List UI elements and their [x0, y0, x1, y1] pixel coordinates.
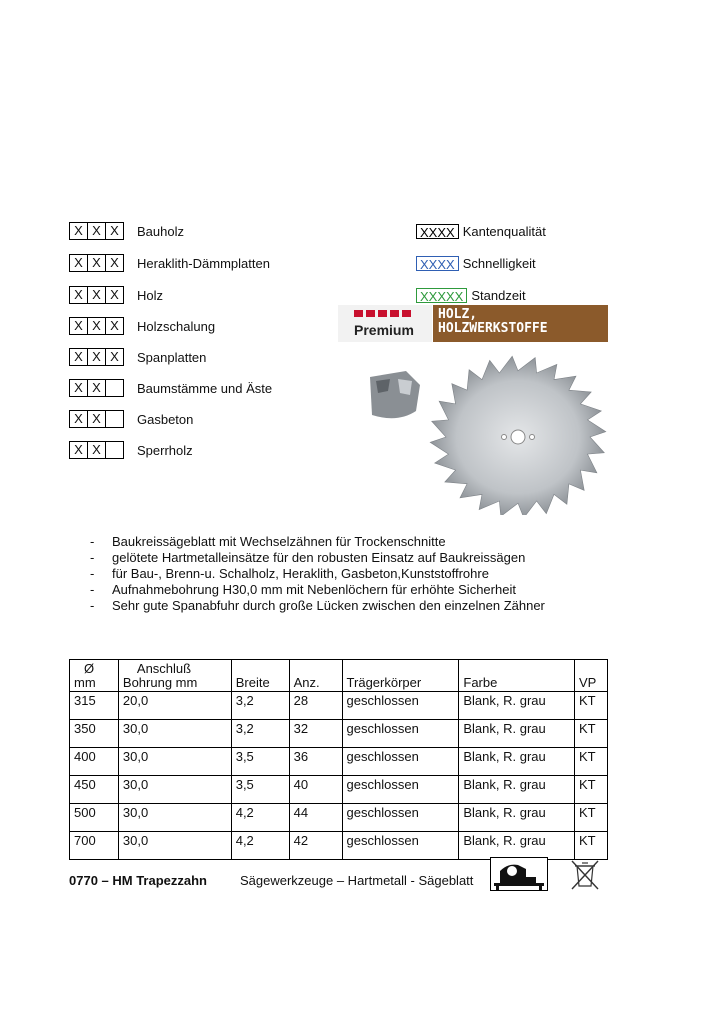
table-cell: geschlossen [342, 776, 459, 804]
table-cell: 30,0 [118, 748, 231, 776]
rating-box: X [87, 222, 106, 240]
rating-box: X [69, 286, 88, 304]
rating-box: X [69, 254, 88, 272]
no-disposal-icon [568, 857, 602, 891]
column-header: Ø mm [70, 660, 119, 692]
premium-red-squares [354, 310, 411, 317]
column-header: Breite [231, 660, 289, 692]
table-cell: geschlossen [342, 748, 459, 776]
column-header: Anschluß Bohrung mm [118, 660, 231, 692]
table-cell: 3,5 [231, 776, 289, 804]
quality-row [416, 286, 526, 304]
side-hole [502, 435, 507, 440]
rating-boxes [69, 379, 123, 397]
table-cell: 40 [289, 776, 342, 804]
rating-box: X [87, 441, 106, 459]
column-header: VP [575, 660, 608, 692]
table-cell: 30,0 [118, 804, 231, 832]
feature-item: - für Bau-, Brenn-u. Schalholz, Heraklith, Gasbeton,Kunststoffrohre [90, 566, 489, 581]
table-header-row [70, 660, 608, 692]
category-line-2: HOLZWERKSTOFFE [438, 321, 548, 336]
column-header: Anz. [289, 660, 342, 692]
premium-banner [338, 305, 608, 342]
rating-boxes [69, 317, 123, 335]
red-square [390, 310, 399, 317]
table-cell: 44 [289, 804, 342, 832]
rating-box: X [87, 379, 106, 397]
rating-box: X [69, 441, 88, 459]
table-row [70, 832, 608, 860]
table-cell: Blank, R. grau [459, 720, 575, 748]
application-row [69, 410, 194, 428]
table-cell: KT [575, 804, 608, 832]
category-line-1: HOLZ, [438, 307, 478, 322]
rating-box: X [69, 379, 88, 397]
quality-label: Schnelligkeit [462, 255, 536, 271]
side-hole [530, 435, 535, 440]
tooth-detail-icon [370, 371, 420, 418]
table-cell: 3,2 [231, 692, 289, 720]
table-cell: 3,5 [231, 748, 289, 776]
quality-code: XXXX [416, 256, 459, 271]
quality-row [416, 254, 536, 272]
rating-box: X [69, 348, 88, 366]
rating-box [105, 410, 124, 428]
rating-boxes [69, 222, 123, 240]
table-cell: geschlossen [342, 832, 459, 860]
premium-label: Premium [354, 322, 414, 338]
rating-box: X [105, 317, 124, 335]
table-cell: 36 [289, 748, 342, 776]
application-row [69, 348, 207, 366]
table-cell: 30,0 [118, 720, 231, 748]
red-square [402, 310, 411, 317]
application-row [69, 286, 164, 304]
rating-box: X [105, 286, 124, 304]
rating-boxes [69, 348, 123, 366]
column-header: Farbe [459, 660, 575, 692]
table-cell: KT [575, 720, 608, 748]
quality-label: Kantenqualität [462, 223, 546, 239]
red-square [366, 310, 375, 317]
application-row [69, 379, 273, 397]
rating-boxes [69, 286, 123, 304]
table-cell: 450 [70, 776, 119, 804]
table-cell: Blank, R. grau [459, 804, 575, 832]
rating-box: X [87, 410, 106, 428]
table-row [70, 804, 608, 832]
red-square [354, 310, 363, 317]
table-cell: Blank, R. grau [459, 748, 575, 776]
rating-boxes [69, 410, 123, 428]
feature-item: - Baukreissägeblatt mit Wechselzähnen für Trockenschnitte [90, 534, 446, 549]
feature-item: - Aufnahmebohrung H30,0 mm mit Nebenlöchern für erhöhte Sicherheit [90, 582, 516, 597]
quality-code: XXXXX [416, 288, 467, 303]
table-cell: 700 [70, 832, 119, 860]
application-label: Spanplatten [137, 349, 207, 365]
table-cell: 4,2 [231, 804, 289, 832]
table-cell: KT [575, 692, 608, 720]
rating-box: X [105, 254, 124, 272]
table-cell: geschlossen [342, 692, 459, 720]
rating-boxes [69, 254, 123, 272]
application-row [69, 222, 184, 240]
application-label: Gasbeton [137, 411, 194, 427]
table-cell: Blank, R. grau [459, 692, 575, 720]
arbor-hole [511, 430, 525, 444]
rating-box: X [87, 317, 106, 335]
application-row [69, 317, 216, 335]
product-code: 0770 – HM Trapezzahn [69, 873, 207, 888]
table-cell: geschlossen [342, 804, 459, 832]
table-cell: KT [575, 776, 608, 804]
rating-box: X [105, 222, 124, 240]
table-saw-icon [490, 857, 548, 891]
table-cell: 28 [289, 692, 342, 720]
category-panel [433, 305, 608, 342]
rating-box [105, 379, 124, 397]
quality-code: XXXX [416, 224, 459, 239]
rating-box: X [87, 286, 106, 304]
application-row [69, 441, 193, 459]
rating-box: X [69, 410, 88, 428]
table-row [70, 748, 608, 776]
feature-list [90, 534, 545, 614]
rating-box: X [69, 222, 88, 240]
application-label: Holz [137, 287, 164, 303]
feature-item: - gelötete Hartmetalleinsätze für den robusten Einsatz auf Baukreissägen [90, 550, 526, 565]
table-cell: 30,0 [118, 776, 231, 804]
table-cell: geschlossen [342, 720, 459, 748]
application-label: Heraklith-Dämmplatten [137, 255, 270, 271]
quality-row [416, 222, 546, 240]
blade-disc [430, 356, 606, 515]
premium-panel [338, 305, 432, 342]
table-cell: 30,0 [118, 832, 231, 860]
table-row [70, 776, 608, 804]
table-cell: 20,0 [118, 692, 231, 720]
table-cell: 400 [70, 748, 119, 776]
table-cell: KT [575, 832, 608, 860]
application-row [69, 254, 270, 272]
rating-box: X [69, 317, 88, 335]
table-cell: 3,2 [231, 720, 289, 748]
table-cell: 315 [70, 692, 119, 720]
rating-boxes [69, 441, 123, 459]
rating-box: X [87, 348, 106, 366]
application-label: Sperrholz [137, 442, 193, 458]
table-cell: 350 [70, 720, 119, 748]
table-cell: 42 [289, 832, 342, 860]
table-row [70, 692, 608, 720]
table-row [70, 720, 608, 748]
table-cell: 4,2 [231, 832, 289, 860]
table-cell: Blank, R. grau [459, 832, 575, 860]
feature-item: - Sehr gute Spanabfuhr durch große Lücken zwischen den einzelnen Zähner [90, 598, 545, 613]
application-label: Bauholz [137, 223, 184, 239]
table-cell: 500 [70, 804, 119, 832]
application-label: Baumstämme und Äste [137, 380, 273, 396]
saw-blade-image [358, 345, 608, 515]
column-header: Trägerkörper [342, 660, 459, 692]
spec-table [69, 659, 608, 860]
quality-label: Standzeit [471, 287, 526, 303]
rating-box [105, 441, 124, 459]
product-category: Sägewerkzeuge – Hartmetall - Sägeblatt [240, 873, 474, 888]
application-label: Holzschalung [137, 318, 216, 334]
red-square [378, 310, 387, 317]
table-cell: 32 [289, 720, 342, 748]
table-cell: Blank, R. grau [459, 776, 575, 804]
table-cell: KT [575, 748, 608, 776]
rating-box: X [87, 254, 106, 272]
rating-box: X [105, 348, 124, 366]
